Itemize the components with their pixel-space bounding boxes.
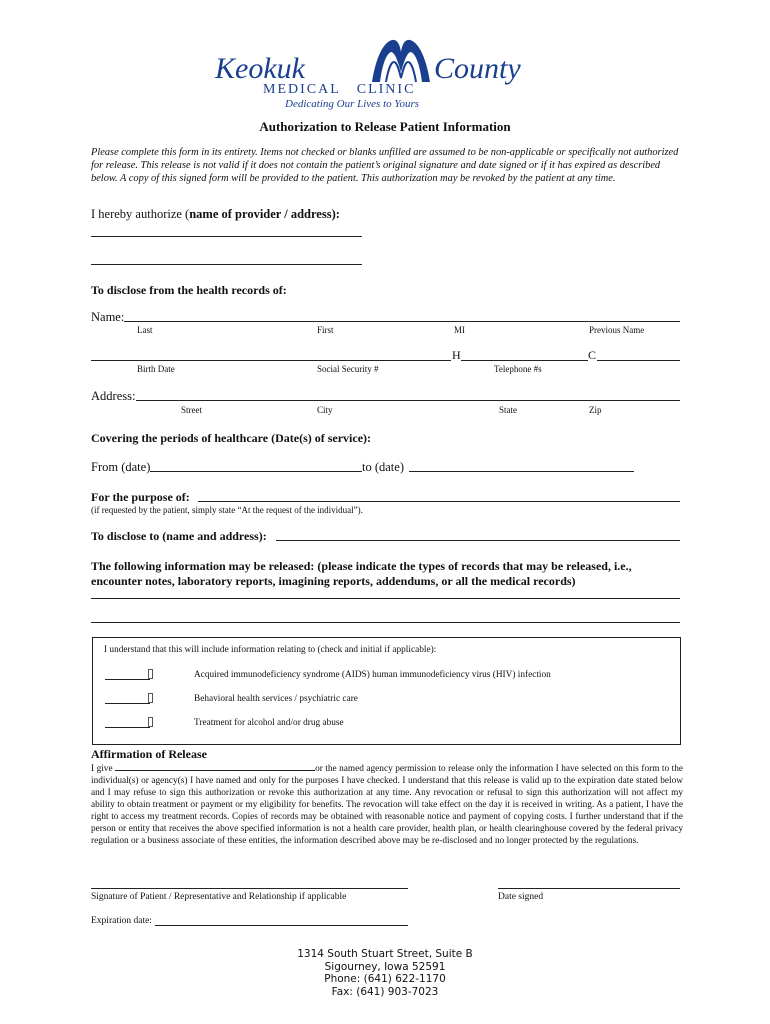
box-item-initial-2[interactable] [105,703,150,704]
provider-line-2[interactable] [91,264,362,265]
mi-sublabel: MI [454,325,465,335]
to-date-field[interactable] [409,471,634,472]
disclose-from-heading: To disclose from the health records of: [91,283,287,297]
from-date-field[interactable] [150,471,362,472]
last-sublabel: Last [137,325,153,335]
sensitive-info-box [92,637,681,745]
purpose-note: (if requested by the patient, simply state “At the request of the individual”). [91,505,363,515]
name-label: Name: [91,310,125,324]
zip-sublabel: Zip [589,405,602,415]
ssn-sublabel: Social Security # [317,364,379,374]
footer-city: Sigourney, Iowa 52591 [324,960,446,973]
form-title: Authorization to Release Patient Information [259,119,511,134]
address-field[interactable] [136,400,680,401]
state-sublabel: State [499,405,517,415]
footer-street: 1314 South Stuart Street, Suite B [297,948,473,960]
expiration-label: Expiration date: [91,916,152,926]
footer-phone: Phone: (641) 622-1170 [324,973,446,985]
purpose-label: For the purpose of: [91,490,190,504]
birth-ssn-field[interactable] [91,360,451,361]
city-sublabel: City [317,405,333,415]
provider-line-1[interactable] [91,236,362,237]
clinic-logo [200,34,580,114]
phone-h-label: H [452,348,461,362]
phone-sublabel: Telephone #s [494,364,542,374]
date-signed-label: Date signed [498,892,544,902]
to-date-label: to (date) [362,460,404,474]
from-date-label: From (date) [91,460,151,474]
records-line-2[interactable] [91,622,680,623]
checkbox-icon[interactable] [148,717,153,727]
signature-field[interactable] [91,888,408,889]
intro-paragraph: Please complete this form in its entirety. Items not checked or blanks unfilled are assumed to be non-applicable or specifically not authorized for release. This release is not valid if it does not contain the patient’s original signature and date signed or if it has expired as described below. A copy of this signed form will be provided to the patient. This authorization may be revoked by the patient at any time. [91,147,679,184]
records-line-1[interactable] [91,598,680,599]
expiration-field[interactable] [155,925,408,926]
affirmation-text: or the named agency permission to release only the information I have selected on this form to the individual(s) or agency(s) I have named and only for the purposes I have checked. I understand that this release is valid up to the expiration date stated below and I may refuse to sign this authorization or revoke this authorization at any time. Any revocation or refusal to sign this authorization will not affect my ability to obtain treatment or payment or my eligibility for benefits. The revocation will take effect on the day it is received in writing. As a patient, I have the right to access my treatment records. Copies of records may be obtained with reasonable notice and payment of copying costs. I further understand that if the person or entity that receives the above specified information is not a health care provider, health plan, or health clearinghouse covered by the federal privacy regulation or a business associate of these entities, the information described above may be re-disclosed and no longer protected by the regulations. [91,764,683,846]
previous-name-sublabel: Previous Name [589,325,645,335]
address-label: Address: [91,389,136,403]
street-sublabel: Street [181,405,202,415]
signature-label: Signature of Patient / Representative and Relationship if applicable [91,892,347,902]
logo-emblem-icon [368,36,434,84]
date-signed-field[interactable] [498,888,680,889]
disclose-to-label: To disclose to (name and address): [91,529,267,543]
box-item-initial-1[interactable] [105,679,150,680]
box-item-3: Treatment for alcohol and/or drug abuse [194,718,344,728]
checkbox-icon[interactable] [148,693,153,703]
phone-c-label: C [588,348,597,362]
authorize-line [91,207,340,222]
phone-home-field[interactable] [461,360,588,361]
logo-subtitle: MEDICAL CLINIC [263,82,416,97]
disclose-to-field[interactable] [276,540,680,541]
affirmation-paragraph [91,761,683,847]
name-field[interactable] [124,321,680,322]
affirmation-give: I give [91,764,113,774]
authorize-bold: name of provider / address): [189,207,340,221]
phone-cell-field[interactable] [597,360,680,361]
authorize-prefix: I hereby authorize ( [91,207,190,221]
box-intro: I understand that this will include information relating to (check and initial if applicable): [104,645,437,655]
box-item-2: Behavioral health services / psychiatric care [194,694,358,704]
following-info-text: The following information may be released: (please indicate the types of records that may be released, i.e., encounter notes, laboratory reports, imagining reports, addendums, or all the medical records) [91,559,632,588]
logo-name-right: County [434,52,521,85]
checkbox-icon[interactable] [148,669,153,679]
box-item-1: Acquired immunodeficiency syndrome (AIDS) human immunodeficiency virus (HIV) infection [194,670,551,680]
logo-tagline: Dedicating Our Lives to Yours [285,98,420,110]
logo-name-left: Keokuk [215,52,305,85]
footer-fax: Fax: (641) 903-7023 [331,985,439,998]
purpose-field[interactable] [198,501,680,502]
periods-heading: Covering the periods of healthcare (Date(s) of service): [91,431,372,445]
affirmation-heading: Affirmation of Release [91,747,207,761]
affirmation-name-field[interactable] [115,761,315,771]
birth-sublabel: Birth Date [137,364,175,374]
box-item-initial-3[interactable] [105,727,150,728]
clinic-address-footer [0,948,770,998]
first-sublabel: First [317,325,334,335]
